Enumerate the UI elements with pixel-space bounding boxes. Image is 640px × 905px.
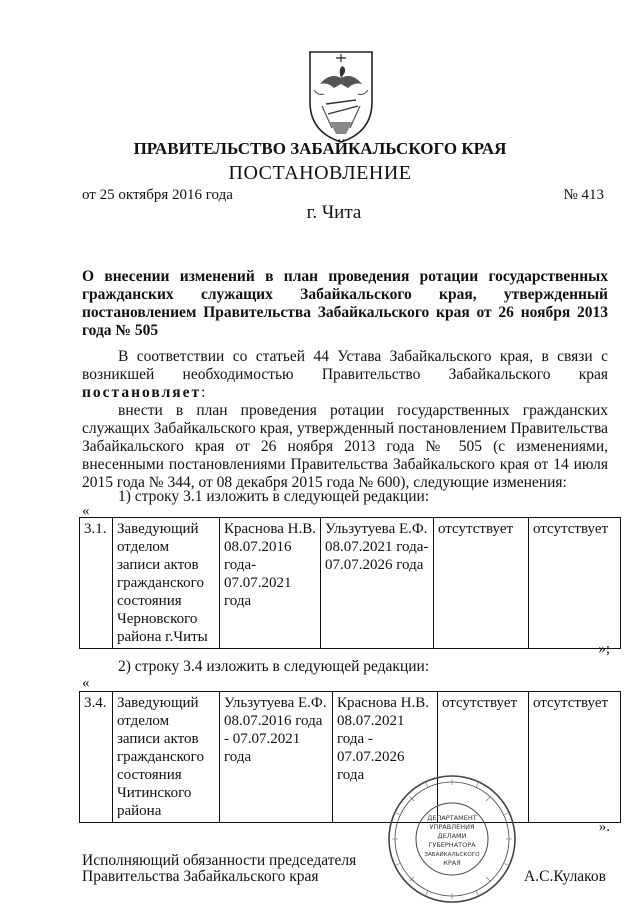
preamble	[82, 348, 608, 402]
row-number: 3.1.	[80, 518, 113, 649]
row-number: 3.4.	[80, 692, 113, 823]
official-stamp	[386, 773, 518, 905]
body-intro: внести в план проведения ротации государственных гражданских служащих Забайкальского края, утвержденный постановлением Правительства Забайкальского края от 26 ноября 2013 года № 505 (с изменениями, внесенными постановлениями Правительства Забайкальского края от 14 июля 2015 года № 344, от 08 декабря 2015 года № 600), следующие изменения:	[82, 402, 608, 491]
rotation-table-row-3-1	[79, 517, 621, 649]
next-employee-cell: Ульзутуева Е.Ф. 08.07.2021 года- 07.07.2026 года	[321, 518, 434, 649]
stamp-text-line: ДЕЛАМИ	[437, 832, 467, 840]
column-4-cell: отсутствует	[438, 692, 529, 823]
rotation-table-row-3-4	[79, 691, 621, 823]
column-4-cell: отсутствует	[434, 518, 529, 649]
preamble-verb: постановляет	[82, 384, 202, 401]
position-cell: Заведующий отделом записи актов гражданского состояния Читинского района	[113, 692, 220, 823]
current-employee-cell: Ульзутуева Е.Ф. 08.07.2016 года - 07.07.2021 года	[220, 692, 333, 823]
stamp-text-line: КРАЯ	[443, 859, 461, 867]
current-employee-cell: Краснова Н.В. 08.07.2016 года- 07.07.2021 года	[220, 518, 321, 649]
government-title: ПРАВИТЕЛЬСТВО ЗАБАЙКАЛЬСКОГО КРАЯ	[133, 139, 507, 158]
column-5-cell: отсутствует	[529, 518, 621, 649]
open-quote-2: «	[82, 675, 90, 691]
close-quote-1: »;	[598, 641, 610, 657]
document-date: от 25 октября 2016 года	[82, 187, 233, 203]
table-row	[80, 692, 621, 823]
item-2: 2) строку 3.4 изложить в следующей редакции:	[118, 658, 430, 675]
preamble-text: В соответствии со статьей 44 Устава Забайкальского края, в связи с возникшей необходимостью Правительство Забайкальского края	[82, 348, 608, 383]
coat-of-arms-emblem	[300, 44, 382, 144]
stamp-text-line: УПРАВЛЕНИЯ	[429, 823, 475, 831]
stamp-text-line: ЗАБАЙКАЛЬСКОГО	[424, 852, 480, 858]
signer-name: А.С.Кулаков	[524, 868, 606, 885]
document-subject: О внесении изменений в план проведения ротации государственных гражданских служащих Забайкальского края, утвержденный постановлением Правительства Забайкальского края от 26 ноября 2013 года № 505	[82, 268, 608, 339]
preamble-colon: :	[201, 384, 206, 401]
stamp-text-line: ГУБЕРНАТОРА	[428, 841, 476, 849]
city: г. Чита	[306, 202, 362, 223]
position-cell: Заведующий отделом записи актов гражданского состояния Черновского района г.Читы	[113, 518, 220, 649]
table-row	[80, 518, 621, 649]
signature-position-line2: Правительства Забайкальского края	[82, 868, 319, 885]
close-quote-2: ».	[598, 819, 610, 835]
next-employee-cell: Краснова Н.В. 08.07.2021 года - 07.07.2026 года	[333, 692, 438, 823]
open-quote-1: «	[82, 503, 90, 519]
document-type: ПОСТАНОВЛЕНИЕ	[228, 162, 412, 184]
document-number: № 413	[563, 187, 604, 203]
stamp-text-line: ДЕПАРТАМЕНТ	[427, 814, 477, 822]
signature-position-line1: Исполняющий обязанности председателя	[82, 852, 357, 869]
column-5-cell: отсутствует	[529, 692, 621, 823]
item-1: 1) строку 3.1 изложить в следующей редакции:	[118, 488, 430, 505]
